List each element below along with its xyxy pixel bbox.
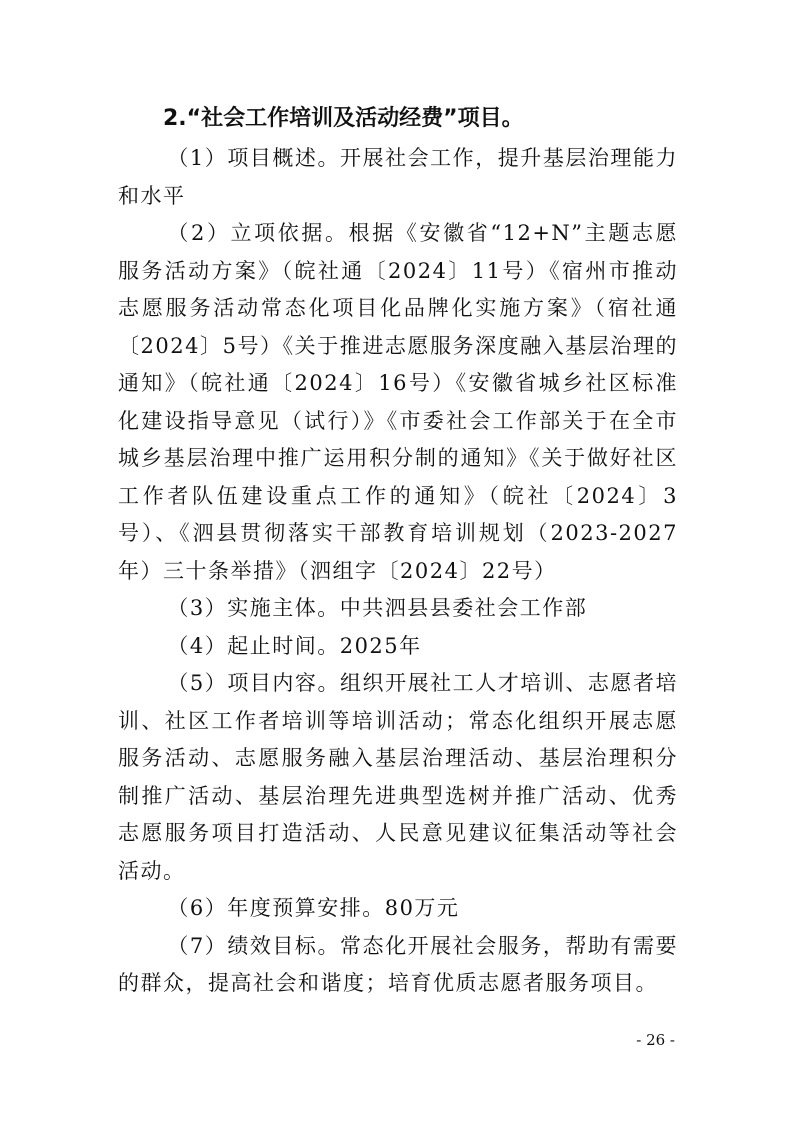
paragraph-implementer: （3）实施主体。中共泗县县委社会工作部 — [167, 596, 588, 620]
paragraph-content: （5）项目内容。组织开展社工人才培训、志愿者培训、社区工作者培训等培训活动；常态化组织开展志愿服务活动、志愿服务融入基层治理活动、基层治理积分制推广活动、基层治理先进典型选树并推广活动、优秀志愿服务项目打造活动、人民意见建议征集活动等社会活动。 — [118, 671, 678, 883]
paragraph-goals: （7）绩效目标。常态化开展社会服务，帮助有需要的群众，提高社会和谐度；培育优质志愿者服务项目。 — [118, 933, 678, 995]
section-heading: 2.“社会工作培训及活动经费”项目。 — [163, 106, 524, 131]
paragraph-period: （4）起止时间。2025年 — [167, 633, 422, 658]
page-number: - 26 - — [636, 1031, 675, 1049]
paragraph-basis: （2）立项依据。根据《安徽省“12+N”主题志愿服务活动方案》（皖社通〔2024〕11号）《宿州市推动志愿服务活动常态化项目化品牌化实施方案》（宿社通〔2024〕5号）《关于推进志愿服务深度融入基层治理的通知》（皖社通〔2024〕16号）《安徽省城乡社区标准化建设指导意见（试行）》《市委社会工作部关于在全市城乡基层治理中推广运用积分制的通知》《关于做好社区工作者队伍建设重点工作的通知》（皖社〔2024〕3号）、《泗县贯彻落实干部教育培训规划（2023-2027年）三十条举措》（泗组字〔2024〕22号） — [118, 221, 678, 583]
body-text — [118, 140, 678, 1003]
paragraph-budget: （6）年度预算安排。80万元 — [167, 896, 460, 920]
paragraph-overview: （1）项目概述。开展社会工作，提升基层治理能力和水平 — [118, 146, 678, 208]
